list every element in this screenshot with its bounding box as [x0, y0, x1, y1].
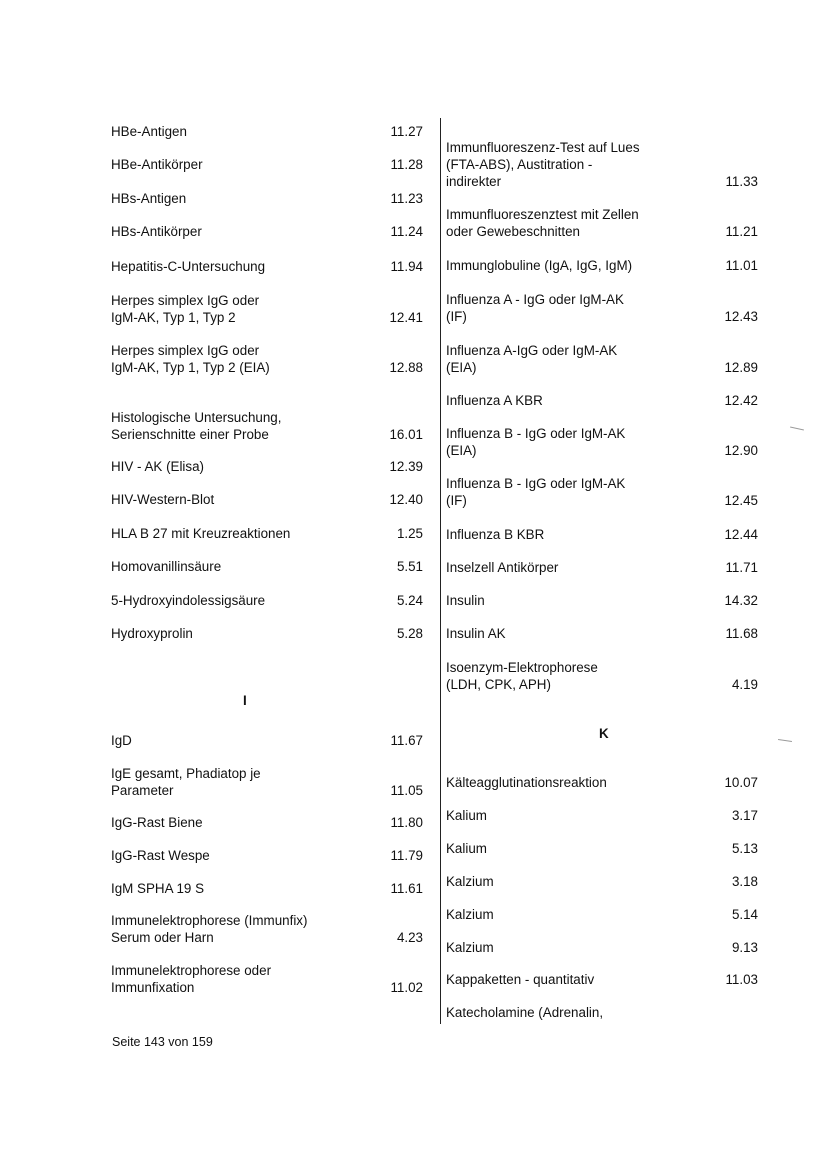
entry-label [111, 625, 193, 642]
entry-code: 12.41 [389, 310, 423, 325]
entry-label-line: Kalzium [446, 907, 494, 922]
entry-label-line: Kalzium [446, 940, 494, 955]
entry-label-line: Homovanillinsäure [111, 559, 222, 574]
entry-label [446, 342, 617, 376]
entry-label [111, 558, 221, 575]
entry-label-line: Kälteagglutinationsreaktion [446, 775, 607, 790]
entry-code: 11.23 [390, 191, 423, 206]
entry-label-line: Insulin AK [446, 626, 506, 641]
page-number: Seite 143 von 159 [112, 1035, 213, 1049]
entry-label [446, 906, 494, 923]
entry-label-line: IgM-AK, Typ 1, Typ 2 (EIA) [111, 360, 270, 375]
entry-label-line: Influenza B - IgG oder IgM-AK [446, 426, 626, 441]
entry-label [446, 971, 594, 988]
entry-label-line: Herpes simplex IgG oder [111, 293, 260, 308]
entry-label-line: IgM SPHA 19 S [111, 881, 205, 896]
scan-mark [778, 739, 792, 742]
entry-label [111, 342, 270, 376]
entry-label-line: Kalzium [446, 874, 494, 889]
entry-code: 1.25 [396, 526, 423, 541]
entry-label [446, 526, 544, 543]
entry-label [446, 659, 598, 693]
column-divider [440, 118, 441, 1024]
entry-code: 14.32 [724, 593, 758, 608]
entry-label [111, 814, 203, 831]
entry-code: 5.51 [396, 559, 423, 574]
entry-code: 11.28 [390, 157, 423, 172]
entry-code: 3.18 [731, 874, 758, 889]
entry-label [111, 491, 214, 508]
entry-label-line: IgG-Rast Biene [111, 815, 203, 830]
entry-label-line: Influenza A - IgG oder IgM-AK [446, 292, 624, 307]
entry-label [111, 525, 290, 542]
entry-code: 11.02 [390, 980, 423, 995]
entry-label [446, 1004, 603, 1021]
entry-label-line: (EIA) [446, 443, 477, 458]
entry-label-line: IgG-Rast Wespe [111, 848, 210, 863]
entry-code: 5.13 [731, 841, 758, 856]
entry-label [111, 123, 187, 140]
entry-label-line: Kalium [446, 808, 487, 823]
entry-label [446, 592, 485, 609]
entry-code: 11.05 [390, 783, 423, 798]
entry-label-line: HIV-Western-Blot [111, 492, 215, 507]
entry-label-line: Influenza B KBR [446, 527, 545, 542]
entry-label-line: Herpes simplex IgG oder [111, 343, 260, 358]
entry-label-line: HBe-Antigen [111, 124, 187, 139]
entry-label [111, 880, 204, 897]
entry-label [446, 257, 632, 274]
entry-code: 10.07 [724, 775, 758, 790]
scan-mark [790, 427, 804, 431]
entry-code: 11.61 [390, 881, 423, 896]
entry-label-line: HLA B 27 mit Kreuzreaktionen [111, 526, 291, 541]
entry-label [111, 592, 265, 609]
entry-label-line: Immunelektrophorese oder [111, 963, 272, 978]
entry-code: 5.24 [396, 593, 423, 608]
entry-label-line: Immunglobuline (IgA, IgG, IgM) [446, 258, 633, 273]
entry-label-line: Influenza A KBR [446, 393, 543, 408]
entry-code: 11.68 [725, 626, 758, 641]
entry-code: 11.03 [725, 972, 758, 987]
entry-code: 12.43 [724, 309, 758, 324]
entry-code: 12.89 [724, 360, 758, 375]
entry-label [446, 291, 624, 325]
entry-label [446, 939, 494, 956]
entry-label-line: Hydroxyprolin [111, 626, 193, 641]
entry-label [111, 765, 261, 799]
entry-label-line: IgE gesamt, Phadiatop je [111, 766, 261, 781]
entry-code: 12.90 [724, 443, 758, 458]
entry-label [446, 392, 543, 409]
entry-label-line: 5-Hydroxyindolessigsäure [111, 593, 266, 608]
entry-label-line: HIV - AK (Elisa) [111, 459, 205, 474]
entry-label [111, 190, 186, 207]
entry-label [446, 873, 494, 890]
entry-label-line: Influenza B - IgG oder IgM-AK [446, 476, 626, 491]
entry-label-line: Kalium [446, 841, 487, 856]
entry-label-line: indirekter [446, 174, 502, 189]
entry-label-line: Insulin [446, 593, 485, 608]
entry-label-line: Kappaketten - quantitativ [446, 972, 595, 987]
entry-label-line: HBs-Antigen [111, 191, 187, 206]
entry-code: 11.71 [725, 560, 758, 575]
entry-code: 11.27 [390, 124, 423, 139]
entry-label [111, 732, 132, 749]
entry-label-line: (FTA-ABS), Austitration - [446, 157, 593, 172]
entry-code: 12.42 [724, 393, 758, 408]
entry-label [446, 807, 487, 824]
entry-label-line: (IF) [446, 309, 467, 324]
entry-label [446, 774, 607, 791]
entry-code: 11.79 [390, 848, 423, 863]
entry-label [446, 559, 558, 576]
entry-label-line: HBs-Antikörper [111, 224, 202, 239]
entry-code: 11.01 [725, 258, 758, 273]
entry-label-line: Immunfixation [111, 980, 195, 995]
entry-label-line: Inselzell Antikörper [446, 560, 559, 575]
entry-code: 16.01 [389, 427, 423, 442]
entry-label [446, 425, 625, 459]
entry-label [446, 625, 506, 642]
section-letter: I [243, 693, 247, 708]
entry-label-line: Influenza A-IgG oder IgM-AK [446, 343, 618, 358]
entry-label [111, 258, 265, 275]
entry-code: 12.39 [389, 459, 423, 474]
entry-label-line: Serum oder Harn [111, 930, 214, 945]
entry-code: 5.14 [731, 907, 758, 922]
entry-label-line: oder Gewebeschnitten [446, 224, 580, 239]
entry-label-line: Histologische Untersuchung, [111, 410, 282, 425]
entry-code: 4.19 [731, 677, 758, 692]
entry-label [111, 912, 307, 946]
entry-label-line: Immunelektrophorese (Immunfix) [111, 913, 308, 928]
entry-label [111, 292, 259, 326]
entry-code: 11.67 [390, 733, 423, 748]
entry-label [111, 156, 203, 173]
entry-label-line: Serienschnitte einer Probe [111, 427, 269, 442]
entry-label [446, 840, 487, 857]
entry-code: 12.45 [724, 493, 758, 508]
entry-code: 12.40 [389, 492, 423, 507]
entry-label-line: (EIA) [446, 360, 477, 375]
entry-code: 12.44 [724, 527, 758, 542]
entry-label-line: Parameter [111, 783, 174, 798]
entry-label [111, 962, 271, 996]
section-letter: K [599, 726, 609, 741]
entry-label-line: Isoenzym-Elektrophorese [446, 660, 598, 675]
entry-label [446, 475, 625, 509]
entry-label [111, 458, 204, 475]
entry-label [111, 409, 281, 443]
entry-label [111, 847, 210, 864]
entry-code: 4.23 [396, 930, 423, 945]
entry-label [446, 206, 639, 240]
entry-label [446, 139, 640, 190]
entry-label-line: HBe-Antikörper [111, 157, 203, 172]
entry-label-line: IgM-AK, Typ 1, Typ 2 [111, 310, 236, 325]
entry-label-line: (LDH, CPK, APH) [446, 677, 551, 692]
entry-code: 3.17 [731, 808, 758, 823]
entry-code: 11.94 [390, 259, 423, 274]
entry-code: 12.88 [389, 360, 423, 375]
entry-label-line: IgD [111, 733, 132, 748]
entry-label-line: Immunfluoreszenztest mit Zellen [446, 207, 639, 222]
entry-code: 11.80 [390, 815, 423, 830]
entry-label-line: (IF) [446, 493, 467, 508]
entry-code: 5.28 [396, 626, 423, 641]
entry-label-line: Immunfluoreszenz-Test auf Lues [446, 140, 640, 155]
entry-code: 11.33 [725, 174, 758, 189]
entry-code: 9.13 [731, 940, 758, 955]
entry-label [111, 223, 202, 240]
entry-label-line: Katecholamine (Adrenalin, [446, 1005, 604, 1020]
entry-label-line: Hepatitis-C-Untersuchung [111, 259, 266, 274]
entry-code: 11.24 [390, 224, 423, 239]
entry-code: 11.21 [725, 224, 758, 239]
